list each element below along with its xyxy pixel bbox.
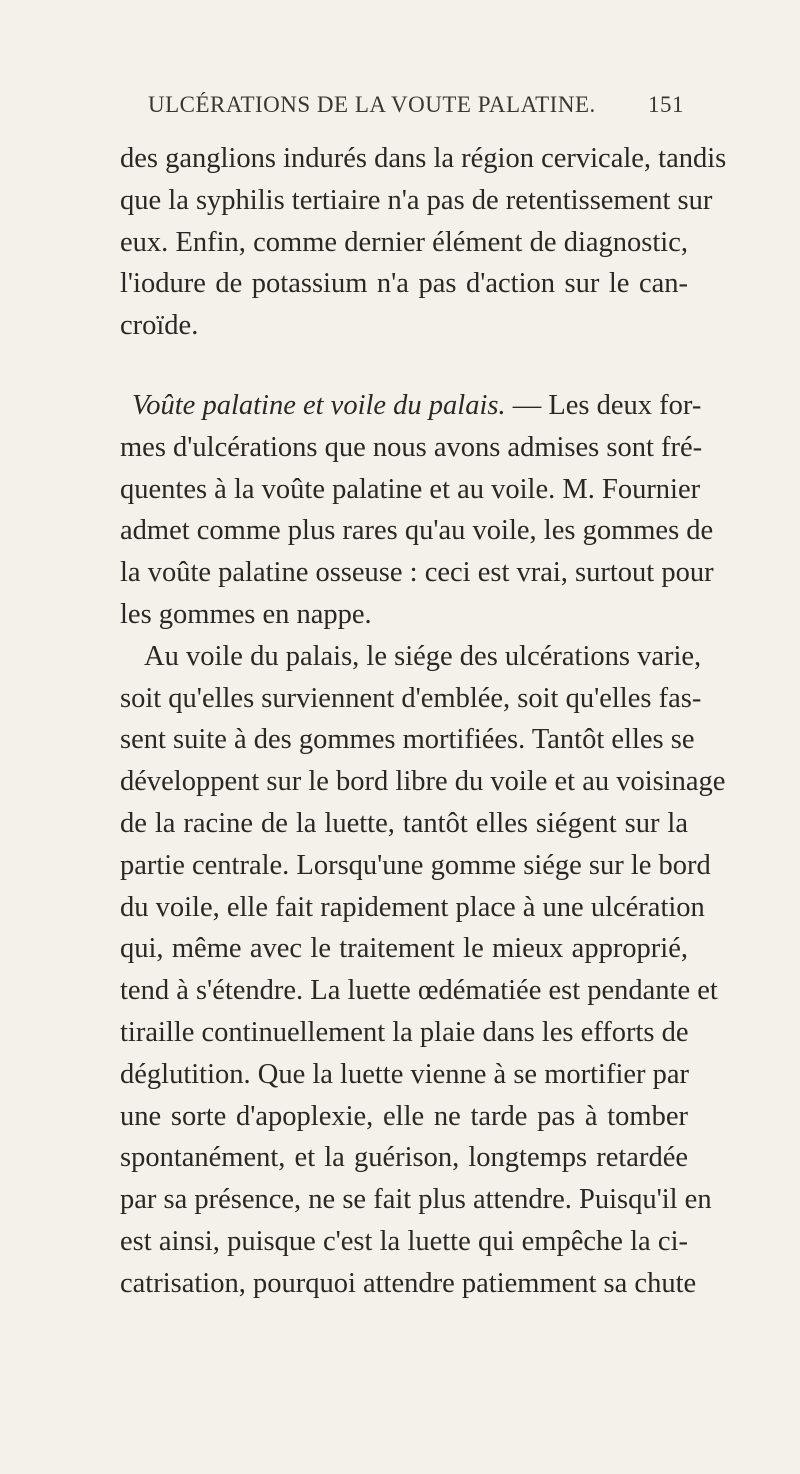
text-line: des ganglions indurés dans la région cervicale, tandis	[120, 143, 727, 174]
section-first-line	[120, 385, 702, 427]
text-line: admet comme plus rares qu'au voile, les gommes de	[120, 515, 714, 547]
text-line: une sorte d'apoplexie, elle ne tarde pas à tomber	[120, 1100, 688, 1132]
text-line: Au voile du palais, le siége des ulcérations varie,	[144, 640, 702, 672]
text-line: les gommes en nappe.	[120, 598, 372, 630]
text-line: catrisation, pourquoi attendre patiemment sa chute	[120, 1267, 697, 1299]
body-text	[120, 138, 727, 1305]
text-line: l'iodure de potassium n'a pas d'action sur le can-	[120, 268, 688, 300]
section-heading: Voûte palatine et voile du palais.	[132, 389, 506, 421]
text-line: développent sur le bord libre du voile et au voisinage	[120, 766, 726, 798]
text-line: partie centrale. Lorsqu'une gomme siége sur le bord	[120, 849, 711, 881]
text-line: soit qu'elles surviennent d'emblée, soit qu'elles fas-	[120, 682, 702, 714]
text-line: déglutition. Que la luette vienne à se mortifier par	[120, 1058, 690, 1090]
text-line: mes d'ulcérations que nous avons admises sont fré-	[120, 431, 703, 463]
running-header	[148, 92, 684, 126]
section-first-line-text: — Les deux for-	[505, 389, 702, 421]
text-line: que la syphilis tertiaire n'a pas de retentissement sur	[120, 184, 713, 216]
text-line: de la racine de la luette, tantôt elles siégent sur la	[120, 807, 688, 839]
text-line: est ainsi, puisque c'est la luette qui empêche la ci-	[120, 1225, 688, 1257]
page-number: 151	[648, 92, 684, 117]
text-line: croïde.	[120, 310, 199, 342]
text-line: tiraille continuellement la plaie dans les efforts de	[120, 1016, 689, 1048]
text-line: sent suite à des gommes mortifiées. Tantôt elles se	[120, 724, 695, 756]
text-line: la voûte palatine osseuse : ceci est vrai, surtout pour	[120, 557, 714, 589]
text-line: eux. Enfin, comme dernier élément de diagnostic,	[120, 226, 688, 258]
text-line: par sa présence, ne se fait plus attendre. Puisqu'il en	[120, 1184, 712, 1216]
text-line: quentes à la voûte palatine et au voile. M. Fournier	[120, 473, 701, 505]
text-line: tend à s'étendre. La luette œdématiée est pendante et	[120, 975, 718, 1007]
text-line: qui, même avec le traitement le mieux approprié,	[120, 933, 688, 965]
text-line: spontanément, et la guérison, longtemps retardée	[120, 1142, 688, 1174]
text-line: du voile, elle fait rapidement place à une ulcération	[120, 891, 705, 923]
chapter-title: ULCÉRATIONS DE LA VOUTE PALATINE.	[148, 92, 596, 117]
